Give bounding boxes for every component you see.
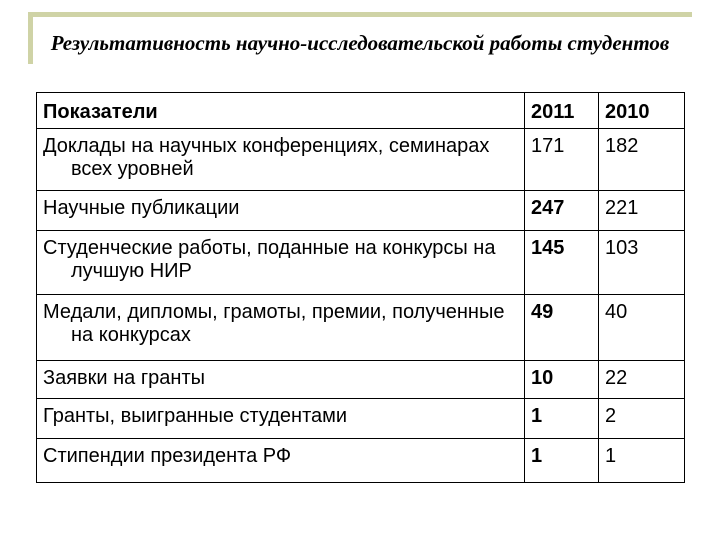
row-label: Гранты, выигранные студентами <box>37 399 525 439</box>
results-table <box>36 92 685 483</box>
value-2010: 1 <box>599 439 685 483</box>
value-2011: 145 <box>525 231 599 295</box>
value-2011: 171 <box>525 129 599 191</box>
header-indicators: Показатели <box>37 93 525 129</box>
table-row <box>37 231 685 295</box>
row-label: Научные публикации <box>37 191 525 231</box>
table-header-row <box>37 93 685 129</box>
value-2011: 1 <box>525 399 599 439</box>
decorative-top-bar <box>28 12 692 17</box>
value-2010: 22 <box>599 361 685 399</box>
row-label: Стипендии президента РФ <box>37 439 525 483</box>
table-row <box>37 439 685 483</box>
header-year-2010: 2010 <box>599 93 685 129</box>
value-2010: 40 <box>599 295 685 361</box>
value-2011: 247 <box>525 191 599 231</box>
value-2010: 182 <box>599 129 685 191</box>
header-year-2011: 2011 <box>525 93 599 129</box>
table-row <box>37 399 685 439</box>
row-label: Медали, дипломы, грамоты, премии, полученные на конкурсах <box>37 295 525 361</box>
value-2011: 49 <box>525 295 599 361</box>
table-row <box>37 361 685 399</box>
decorative-left-bar <box>28 12 33 64</box>
value-2010: 2 <box>599 399 685 439</box>
row-label: Доклады на научных конференциях, семинарах всех уровней <box>37 129 525 191</box>
table-row <box>37 129 685 191</box>
slide-title: Результативность научно-исследовательской работы студентов <box>50 31 670 55</box>
value-2011: 1 <box>525 439 599 483</box>
row-label: Заявки на гранты <box>37 361 525 399</box>
row-label: Студенческие работы, поданные на конкурсы на лучшую НИР <box>37 231 525 295</box>
value-2010: 221 <box>599 191 685 231</box>
table-row <box>37 295 685 361</box>
value-2011: 10 <box>525 361 599 399</box>
table-row <box>37 191 685 231</box>
value-2010: 103 <box>599 231 685 295</box>
